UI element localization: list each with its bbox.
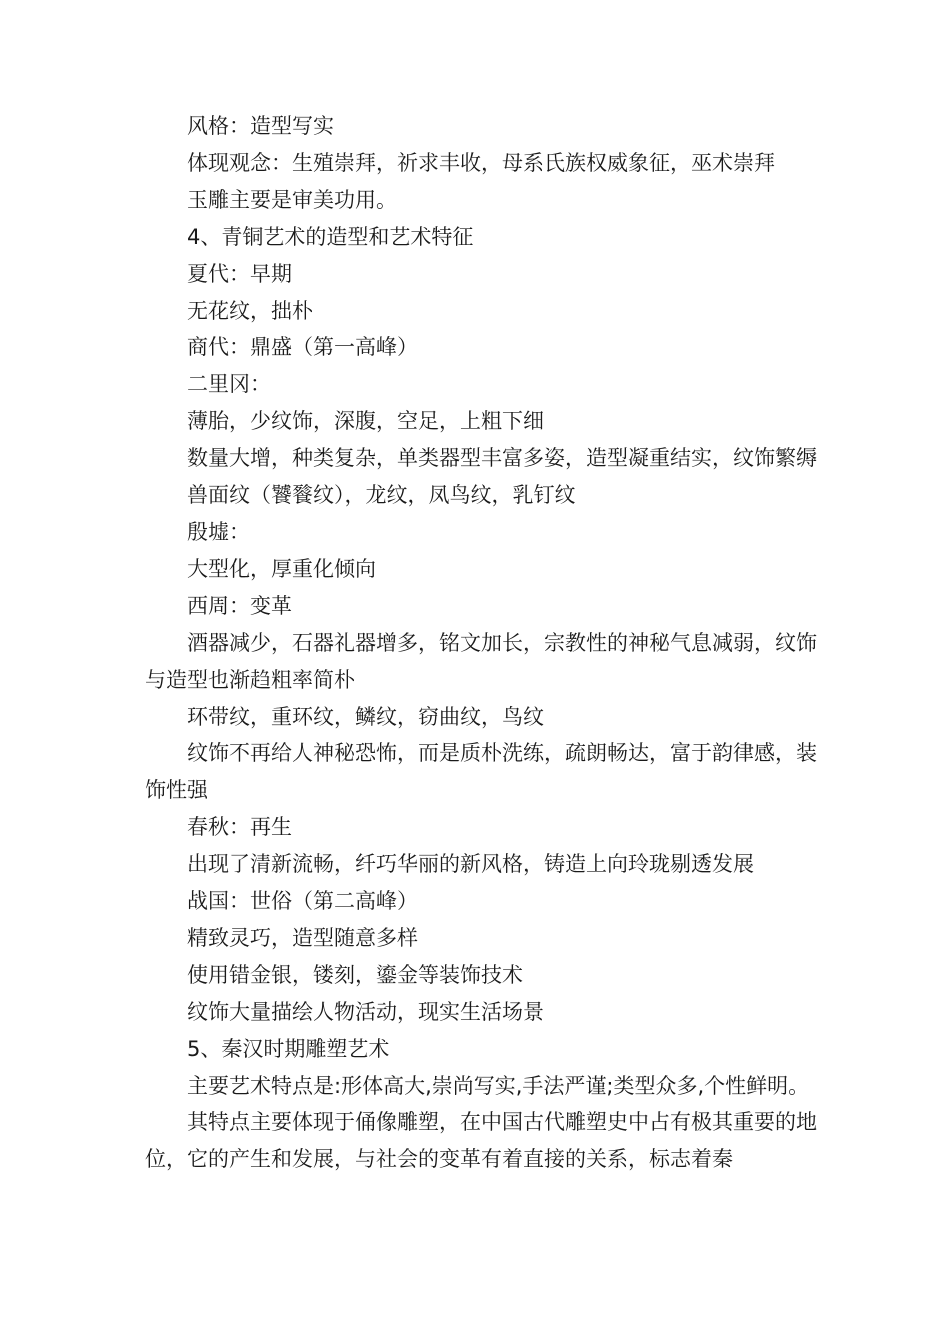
paragraph: 商代：鼎盛（第一高峰） [187, 335, 418, 360]
paragraph: 纹饰不再给人神秘恐怖，而是质朴洗练，疏朗畅达，富于韵律感，装饰性强 [145, 741, 817, 803]
paragraph: 无花纹，拙朴 [187, 298, 313, 323]
paragraph: 环带纹，重环纹，鳞纹，窃曲纹，鸟纹 [187, 704, 544, 729]
document-body [145, 108, 825, 1178]
paragraph: 战国：世俗（第二高峰） [187, 889, 418, 914]
paragraph: 其特点主要体现于俑像雕塑，在中国古代雕塑史中占有极其重要的地位，它的产生和发展，与社会的变革有着直接的关系，标志着秦 [145, 1110, 817, 1172]
paragraph: 二里冈： [187, 372, 271, 397]
paragraph: 酒器减少，石器礼器增多，铭文加长，宗教性的神秘气息减弱，纹饰与造型也渐趋粗率简朴 [145, 630, 817, 692]
paragraph: 大型化，厚重化倾向 [187, 556, 376, 581]
paragraph: 出现了清新流畅，纤巧华丽的新风格，铸造上向玲珑剔透发展 [187, 852, 754, 877]
paragraph: 玉雕主要是审美功用。 [187, 187, 397, 212]
paragraph: 主要艺术特点是:形体高大,崇尚写实,手法严谨;类型众多,个性鲜明。 [187, 1073, 810, 1098]
paragraph: 兽面纹（饕餮纹），龙纹，凤鸟纹，乳钉纹 [187, 483, 576, 508]
section-heading: 4、青铜艺术的造型和艺术特征 [187, 224, 474, 249]
paragraph: 纹饰大量描绘人物活动，现实生活场景 [187, 999, 544, 1024]
paragraph: 数量大增，种类复杂，单类器型丰富多姿，造型凝重结实，纹饰繁缛 [187, 446, 817, 471]
paragraph: 使用错金银，镂刻，鎏金等装饰技术 [187, 962, 523, 987]
paragraph: 夏代：早期 [187, 261, 292, 286]
paragraph: 薄胎，少纹饰，深腹，空足，上粗下细 [187, 409, 544, 434]
paragraph: 西周：变革 [187, 593, 292, 618]
paragraph: 春秋：再生 [187, 815, 292, 840]
paragraph: 体现观念：生殖崇拜，祈求丰收，母系氏族权威象征，巫术崇拜 [187, 150, 775, 175]
paragraph: 精致灵巧，造型随意多样 [187, 925, 418, 950]
paragraph: 殷墟： [187, 519, 250, 544]
paragraph: 风格：造型写实 [187, 114, 334, 138]
section-heading: 5、秦汉时期雕塑艺术 [187, 1036, 390, 1061]
